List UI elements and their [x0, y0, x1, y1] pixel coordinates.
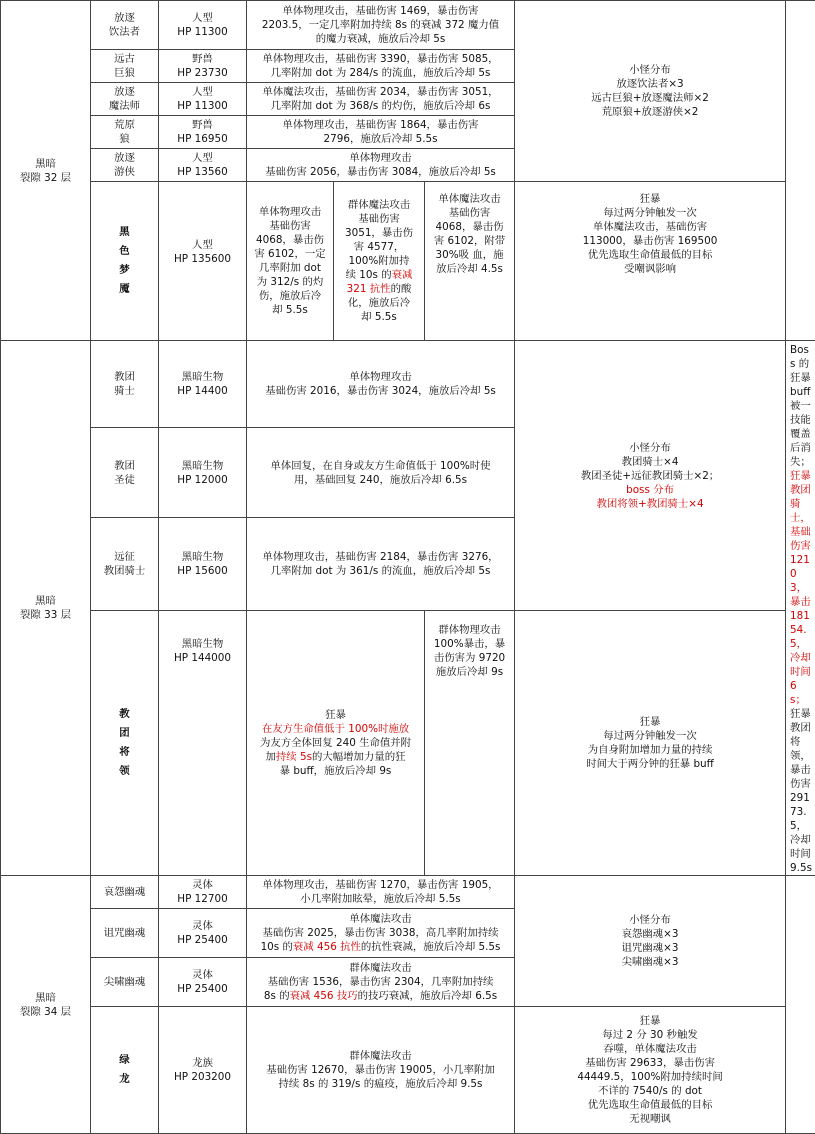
minion-skill: 群体魔法攻击 基础伤害 1536，暴击伤害 2304，几率附加持续 8s 的衰减 456 技巧的技巧衰减，施放后冷却 6.5s: [247, 958, 515, 1007]
minion-type: 野兽 HP 16950: [159, 116, 247, 149]
minion-type: 黑暗生物 HP 15600: [159, 518, 247, 611]
minion-distribution: 小怪分布 教团骑士×4 教团圣徒+远征教团骑士×2； boss 分布 教团将领+教团骑士×4: [515, 341, 786, 611]
boss-skill-1: 狂暴 在友方生命值低于 100%时施放 为友方全体回复 240 生命值并附 加持续 5s的大幅增加力量的狂 暴 buff，施放后冷却 9s: [247, 611, 425, 876]
floor-label: 黑暗 裂隙 33 层: [1, 341, 91, 876]
minion-name: 远古 巨狼: [91, 50, 159, 83]
boss-skill-2: 群体魔法攻击 基础伤害 3051，暴击伤 害 4577， 100%附加持 续 10s 的衰减 321 抗性的酸 化，施放后冷 却 5.5s: [334, 182, 425, 341]
minion-skill: 单体物理攻击，基础伤害 1864，暴击伤害 2796，施放后冷却 5.5s: [247, 116, 515, 149]
minion-skill: 单体物理攻击 基础伤害 2016，暴击伤害 3024，施放后冷却 5s: [247, 341, 515, 428]
minion-type: 人型 HP 13560: [159, 149, 247, 182]
minion-type: 黑暗生物 HP 12000: [159, 428, 247, 518]
minion-distribution: 小怪分布 哀怨幽魂×3 诅咒幽魂×3 尖啸幽魂×3: [515, 876, 786, 1007]
boss-name: 黑 色 梦 魇: [91, 182, 159, 341]
minion-name: 教团 圣徒: [91, 428, 159, 518]
minion-name: 放逐 饮法者: [91, 1, 159, 50]
boss-note: Boss 的狂暴 buff 被一技能 覆盖后消失； 狂暴教团骑 士，基础伤害 12103，暴击 18154.5， 冷却时间 6s； 狂暴教团将 领，暴击伤害 29173.5， 冷却时间 9.5s: [786, 341, 815, 876]
minion-type: 黑暗生物 HP 14400: [159, 341, 247, 428]
minion-distribution: 小怪分布 放逐饮法者×3 远古巨狼+放逐魔法师×2 荒原狼+放逐游侠×2: [515, 1, 786, 182]
floor-label: 黑暗 裂隙 34 层: [1, 876, 91, 1134]
minion-name: 远征 教团骑士: [91, 518, 159, 611]
boss-skill-1: 单体物理攻击 基础伤害 4068，暴击伤 害 6102，一定 几率附加 dot 为 312/s 的灼 伤，施放后冷 却 5.5s: [247, 182, 334, 341]
minion-name: 荒原 狼: [91, 116, 159, 149]
minion-type: 野兽 HP 23730: [159, 50, 247, 83]
boss-rage: 狂暴 每过两分钟触发一次 单体魔法攻击，基础伤害 113000，暴击伤害 169500 优先选取生命值最低的目标 受嘲讽影响: [515, 182, 786, 341]
minion-type: 灵体 HP 25400: [159, 958, 247, 1007]
note-cell: [786, 1, 815, 341]
boss-name: 绿 龙: [91, 1007, 159, 1134]
minion-skill: 单体回复，在自身或友方生命值低于 100%时使 用，基础回复 240，施放后冷却 6.5s: [247, 428, 515, 518]
minion-name: 哀怨幽魂: [91, 876, 159, 909]
minion-skill: 单体物理攻击，基础伤害 1469，暴击伤害 2203.5，一定几率附加持续 8s 的衰减 372 魔力值 的魔力衰减，施放后冷却 5s: [247, 1, 515, 50]
minion-skill: 单体物理攻击，基础伤害 1270，暴击伤害 1905， 小几率附加眩晕，施放后冷却 5.5s: [247, 876, 515, 909]
minion-type: 人型 HP 11300: [159, 83, 247, 116]
minion-name: 诅咒幽魂: [91, 909, 159, 958]
minion-skill: 单体物理攻击 基础伤害 2056，暴击伤害 3084，施放后冷却 5s: [247, 149, 515, 182]
boss-type: 人型 HP 135600: [159, 182, 247, 341]
boss-type: 龙族 HP 203200: [159, 1007, 247, 1134]
minion-type: 人型 HP 11300: [159, 1, 247, 50]
minion-skill: 单体魔法攻击 基础伤害 2025，暴击伤害 3038，高几率附加持续 10s 的衰减 456 抗性的抗性衰减，施放后冷却 5.5s: [247, 909, 515, 958]
boss-skill-3: 单体魔法攻击 基础伤害 4068，暴击伤 害 6102，附带 30%吸 血，施 放后冷却 4.5s: [425, 182, 515, 341]
boss-skill-2: 群体物理攻击 100%暴击，暴 击伤害为 9720 施放后冷却 9s: [425, 611, 515, 876]
boss-skill: 群体魔法攻击 基础伤害 12670，暴击伤害 19005，小几率附加 持续 8s 的 319/s 的瘟疫，施放后冷却 9.5s: [247, 1007, 515, 1134]
minion-skill: 单体物理攻击，基础伤害 3390，暴击伤害 5085， 几率附加 dot 为 284/s 的流血，施放后冷却 5s: [247, 50, 515, 83]
boss-rage: 狂暴 每过 2 分 30 秒触发 吞噬，单体魔法攻击 基础伤害 29633，暴击伤害 44449.5，100%附加持续时间 不详的 7540/s 的 dot 优先选取生命值最低的目标 无视嘲讽: [515, 1007, 786, 1134]
minion-skill: 单体物理攻击，基础伤害 2184，暴击伤害 3276， 几率附加 dot 为 361/s 的流血，施放后冷却 5s: [247, 518, 515, 611]
minion-name: 尖啸幽魂: [91, 958, 159, 1007]
minion-name: 放逐 游侠: [91, 149, 159, 182]
floor-label: 黑暗 裂隙 32 层: [1, 1, 91, 341]
boss-type: 黑暗生物 HP 144000: [159, 611, 247, 876]
minion-name: 放逐 魔法师: [91, 83, 159, 116]
minion-skill: 单体魔法攻击，基础伤害 2034，暴击伤害 3051， 几率附加 dot 为 368/s 的灼伤，施放后冷却 6s: [247, 83, 515, 116]
note-cell: [786, 876, 815, 1134]
minion-name: 教团 骑士: [91, 341, 159, 428]
minion-type: 灵体 HP 12700: [159, 876, 247, 909]
boss-name: 教 团 将 领: [91, 611, 159, 876]
boss-rage: 狂暴 每过两分钟触发一次 为自身附加增加力量的持续 时间大于两分钟的狂暴 buff: [515, 611, 786, 876]
minion-type: 灵体 HP 25400: [159, 909, 247, 958]
